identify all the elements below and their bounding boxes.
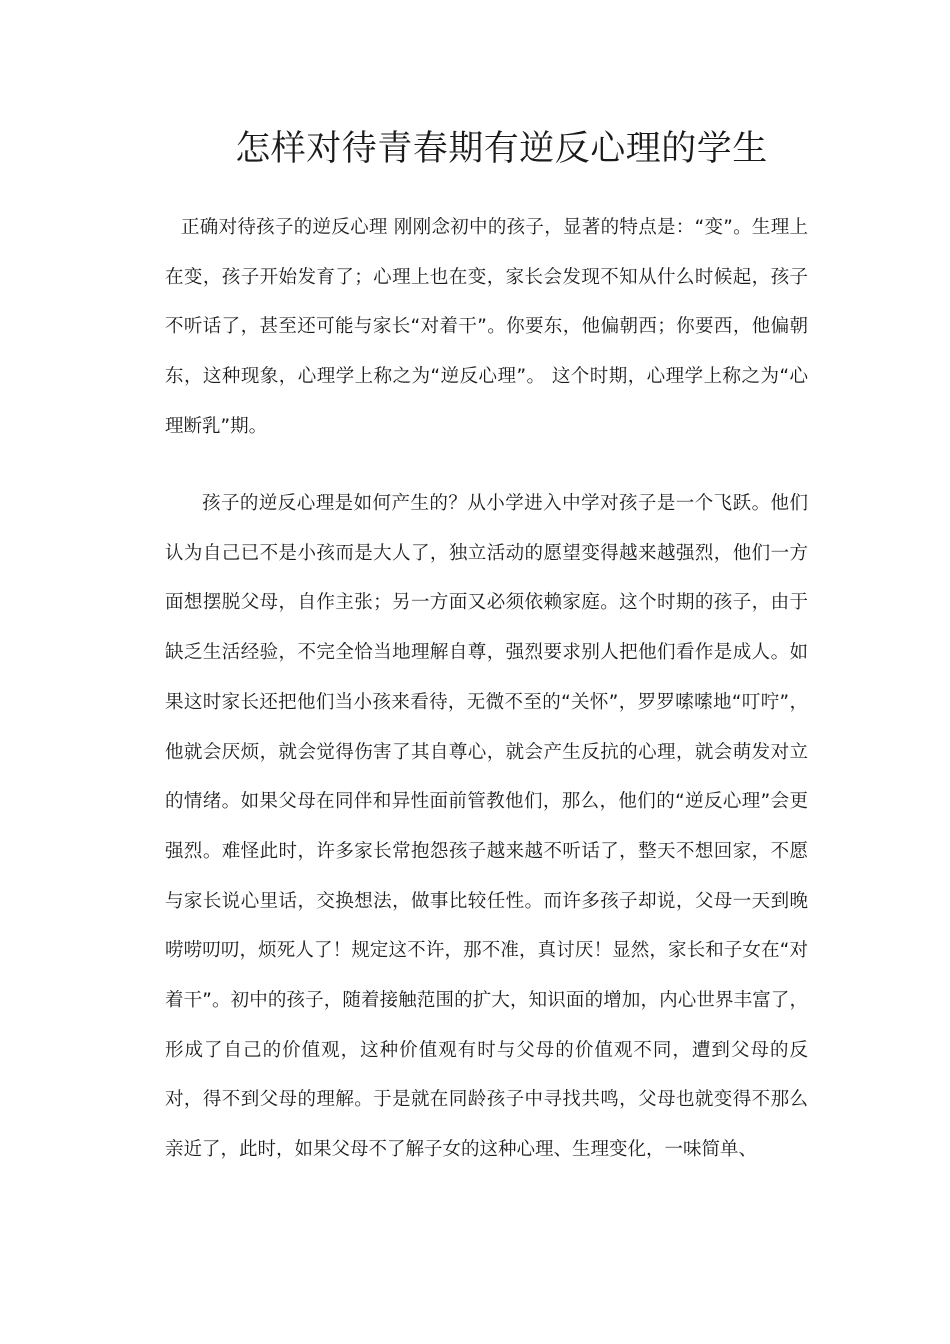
document-title: 怎样对待青春期有逆反心理的学生 (235, 129, 768, 169)
paragraph-2: 孩子的逆反心理是如何产生的？从小学进入中学对孩子是一个飞跃。他们认为自己已不是小孩而是大人了，独立活动的愿望变得越来越强烈，他们一方面想摆脱父母，自作主张；另一方面又必须依赖家庭。这个时期的孩子，由于缺乏生活经验，不完全恰当地理解自尊，强烈要求别人把他们看作是成人。如果这时家长还把他们当小孩来看待，无微不至的“关怀”，罗罗嗦嗦地“叮咛”，他就会厌烦，就会觉得伤害了其自尊心，就会产生反抗的心理，就会萌发对立的情绪。如果父母在同伴和异性面前管教他们，那么，他们的“逆反心理”会更强烈。难怪此时，许多家长常抱怨孩子越来越不听话了，整天不想回家，不愿与家长说心里话，交换想法，做事比较任性。而许多孩子却说，父母一天到晚唠唠叨叨，烦死人了！规定这不许，那不准，真讨厌！显然，家长和子女在“对着干”。初中的孩子，随着接触范围的扩大，知识面的增加，内心世界丰富了，形成了自己的价值观，这种价值观有时与父母的价值观不同，遭到父母的反对，得不到父母的理解。于是就在同龄孩子中寻找共鸣，父母也就变得不那么亲近了，此时，如果父母不了解子女的这种心理、生理变化，一味简单、 (165, 493, 808, 1161)
paragraph-1: 正确对待孩子的逆反心理 刚刚念初中的孩子，显著的特点是：“变”。生理上在变，孩子开始发育了；心理上也在变，家长会发现不知从什么时候起，孩子不听话了，甚至还可能与家长“对着干”。你要东，他偏朝西；你要西，他偏朝东，这种现象，心理学上称之为“逆反心理”。 这个时期，心理学上称之为“心理断乳”期。 (165, 217, 808, 437)
